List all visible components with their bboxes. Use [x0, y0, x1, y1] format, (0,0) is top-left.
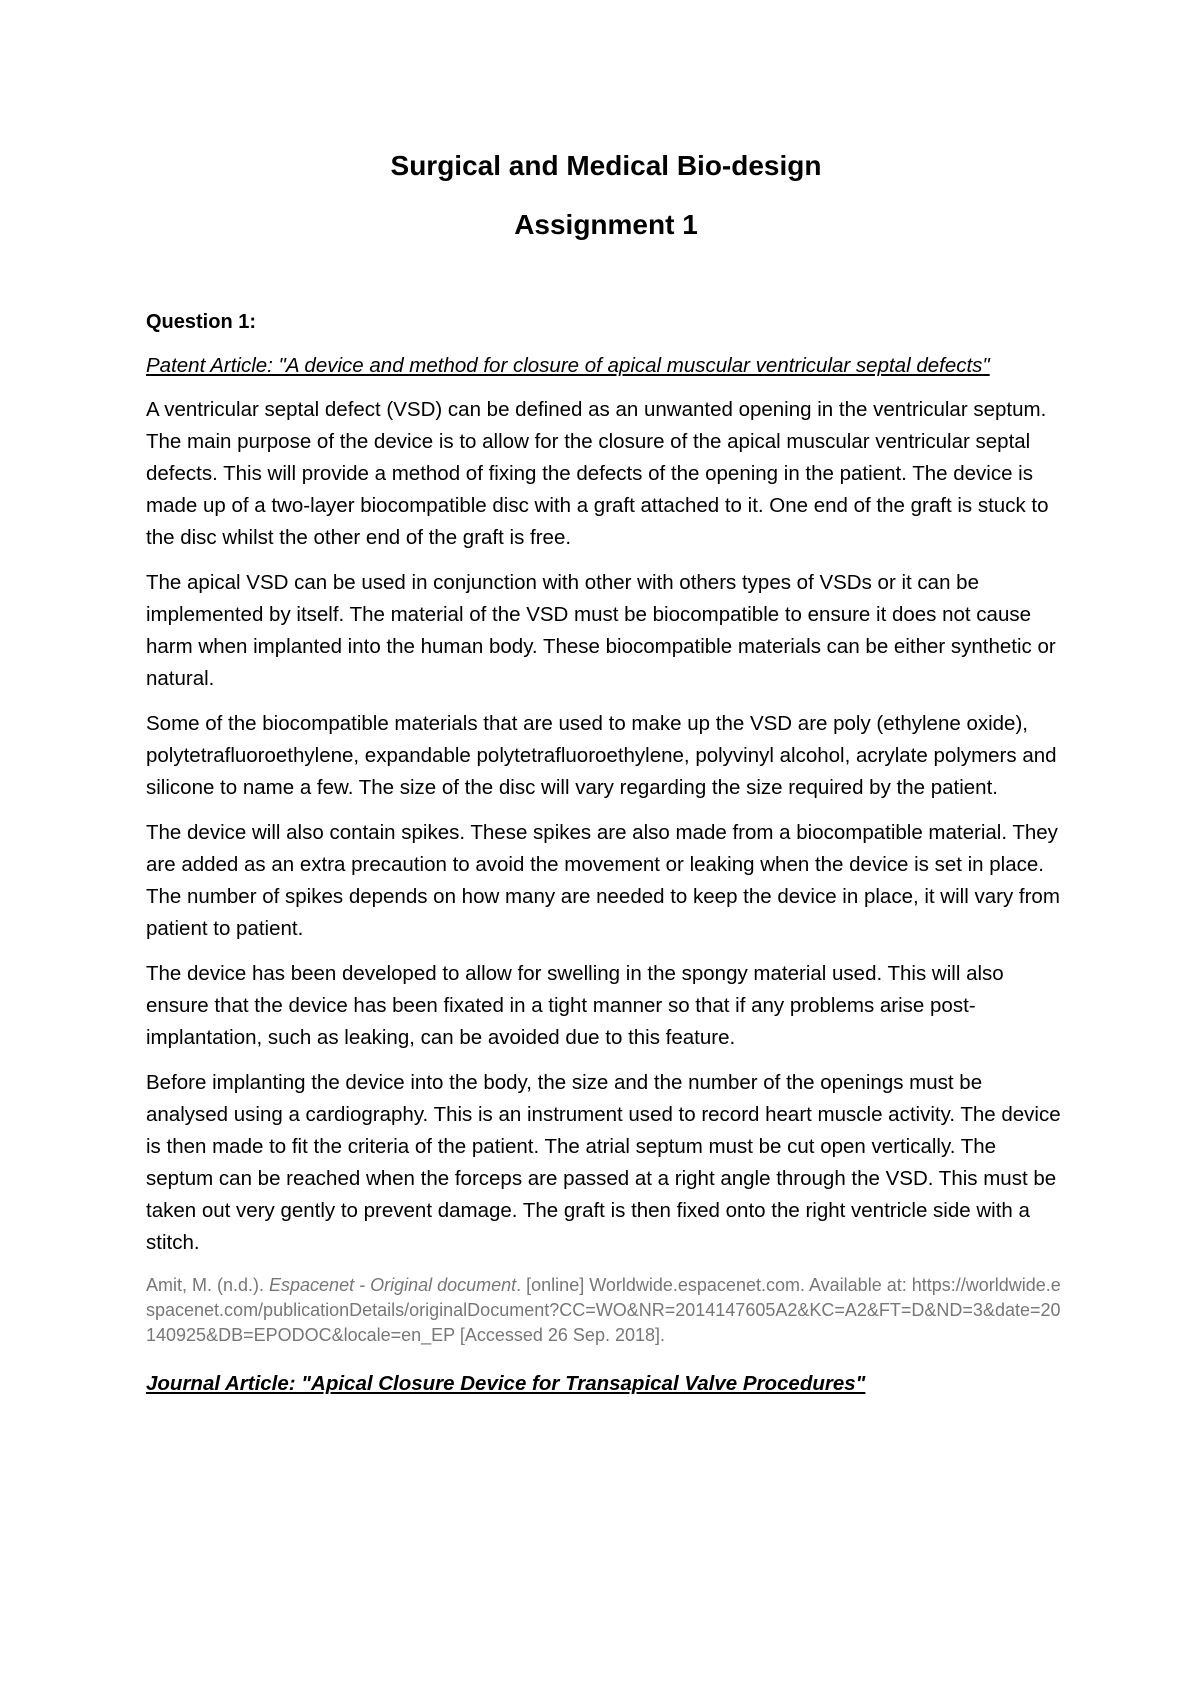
paragraph: Some of the biocompatible materials that are used to make up the VSD are poly (ethylene oxide), polytetrafluoroethylene, expandable polytetrafluoroethylene, polyvinyl alcohol, acrylate polymers and silicone to name a few. The size of the disc will vary regarding the size required by the patient.	[146, 712, 1057, 799]
reference-rest: . [online] Worldwide.espacenet.com. Available at: https://worldwide.espacenet.com/publicationDetails/originalDocument?CC=WO&NR=2014147605A2&KC=A2&FT=D&ND=3&date=20140925&DB=EPODOC&locale=en_EP [Accessed 26 Sep. 2018].	[146, 1275, 1061, 1345]
paragraph: The apical VSD can be used in conjunction with other with others types of VSDs or it can be implemented by itself. The material of the VSD must be biocompatible to ensure it does not cause harm when implanted into the human body. These biocompatible materials can be either synthetic or natural.	[146, 571, 1056, 690]
paragraph: A ventricular septal defect (VSD) can be defined as an unwanted opening in the ventricular septum. The main purpose of the device is to allow for the closure of the apical muscular ventricular septal defects. This will provide a method of fixing the defects of the opening in the patient. The device is made up of a two-layer biocompatible disc with a graft attached to it. One end of the graft is stuck to the disc whilst the other end of the graft is free.	[146, 398, 1049, 549]
document-subtitle: Assignment 1	[514, 209, 698, 240]
journal-article-heading: Journal Article: "Apical Closure Device for Transapical Valve Procedures"	[146, 1372, 866, 1395]
patent-article-heading: Patent Article: "A device and method for closure of apical muscular ventricular septal defects"	[146, 354, 990, 377]
paragraph: The device has been developed to allow for swelling in the spongy material used. This will also ensure that the device has been fixated in a tight manner so that if any problems arise post-implantation, such as leaking, can be avoided due to this feature.	[146, 962, 1004, 1049]
reference-citation	[146, 1273, 1066, 1348]
document-page	[146, 138, 1066, 1400]
reference-source-title: Espacenet - Original document	[269, 1275, 517, 1295]
reference-author-date: Amit, M. (n.d.).	[146, 1275, 270, 1295]
question-label: Question 1:	[146, 311, 257, 333]
paragraph: The device will also contain spikes. These spikes are also made from a biocompatible material. They are added as an extra precaution to avoid the movement or leaking when the device is set in place. The number of spikes depends on how many are needed to keep the device in place, it will vary from patient to patient.	[146, 821, 1060, 940]
paragraph: Before implanting the device into the body, the size and the number of the openings must be analysed using a cardiography. This is an instrument used to record heart muscle activity. The device is then made to fit the criteria of the patient. The atrial septum must be cut open vertically. The septum can be reached when the forceps are passed at a right angle through the VSD. This must be taken out very gently to prevent damage. The graft is then fixed onto the right ventricle side with a stitch.	[146, 1071, 1061, 1254]
document-title: Surgical and Medical Bio-design	[390, 150, 822, 181]
